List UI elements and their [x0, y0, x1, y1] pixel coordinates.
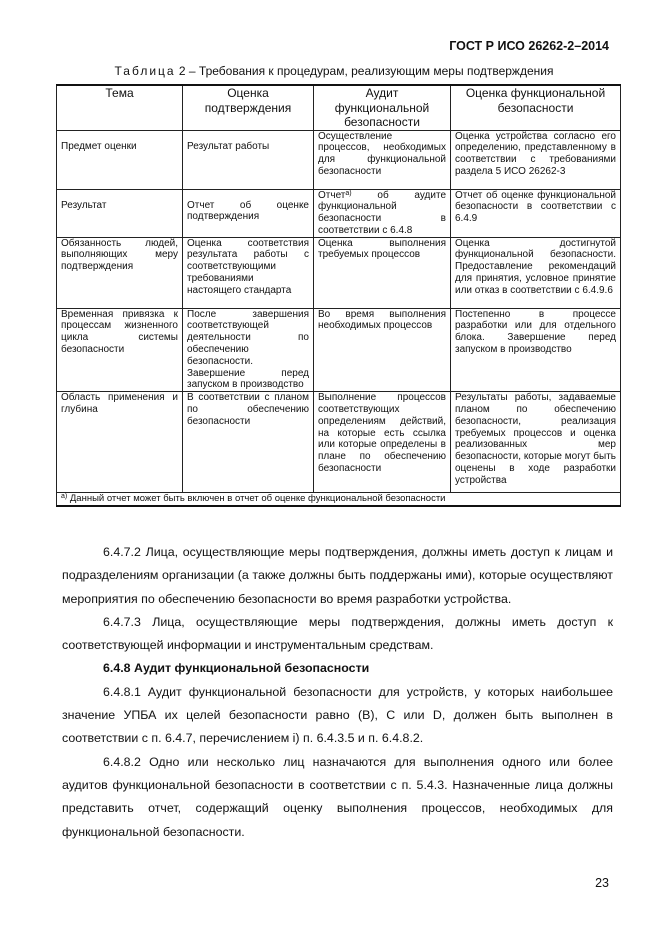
document-header: ГОСТ Р ИСО 26262-2–2014: [449, 39, 609, 53]
table-footnote: $^{а)}$ Данный отчет может быть включен в отчет об оценке функциональной безопасности: [57, 493, 621, 507]
table-cell: Область применения и глубина: [57, 392, 183, 493]
table-cell: Осуществление процессов, необходимых для функциональной безопасности: [314, 130, 451, 189]
table-row: [57, 189, 621, 237]
paragraph: 6.4.7.2 Лица, осуществляющие меры подтверждения, должны иметь доступ к лицам и подразделениям организации (а также должны быть поддержаны ими), которые осуществляют мероприятия по обеспечению безопасности во время разработки устройства.: [62, 545, 613, 606]
table-cell: Оценка соответствия результата работы с соответствующими требованиями настоящего стандарта: [183, 237, 314, 308]
table-cell: Отчет об оценке подтверждения: [183, 189, 314, 237]
footnote-marker: а): [61, 493, 68, 501]
table-caption-text: 2 – Требования к процедурам, реализующим меры подтверждения: [175, 64, 554, 78]
table-cell: Результат работы: [183, 130, 314, 189]
table-row: [57, 392, 621, 493]
header-safety-assessment: Оценка функциональной безопасности: [451, 85, 621, 130]
table-cell: Оценка устройства согласно его определению, представленному в соответствии с требованиями раздела 5 ИСО 26262-3: [451, 130, 621, 189]
table-cell: Во время выполнения необходимых процессов: [314, 308, 451, 392]
table-row: [57, 308, 621, 392]
requirements-table: [56, 84, 621, 507]
table-cell: Предмет оценки: [57, 130, 183, 189]
header-safety-audit: Аудит функциональной безопасности: [314, 85, 451, 130]
page-number: 23: [595, 876, 609, 890]
table-cell: Результат: [57, 189, 183, 237]
table-cell: Оценка выполнения требуемых процессов: [314, 237, 451, 308]
table-cell: Результаты работы, задаваемые планом по обеспечению безопасности, реализация требуемых процессов и оценка реализованных мер безопасности, которые могут быть оценены в ходе разработки устройства: [451, 392, 621, 493]
paragraph: 6.4.8.2 Одно или несколько лиц назначаются для выполнения одного или более аудитов функциональной безопасности в соответствии с п. 5.4.3. Назначенные лица должны представить отчет, содержащий оценку выполнения процессов, необходимых для функциональной безопасности.: [62, 754, 613, 839]
table-cell: В соответствии с планом по обеспечению безопасности: [183, 392, 314, 493]
paragraph: 6.4.7.3 Лица, осуществляющие меры подтверждения, должны иметь доступ к соответствующей информации и инструментальным средствам.: [62, 614, 613, 653]
header-topic: Тема: [57, 85, 183, 130]
footnote-marker: а): [345, 189, 352, 197]
table-row: [57, 237, 621, 308]
table-header-row: [57, 85, 621, 130]
table-footnote-row: [57, 493, 621, 507]
table-cell: Выполнение процессов соответствующих определениям действий, на которые есть ссылка или которые определены в плане по обеспечению безопасности: [314, 392, 451, 493]
table-cell: Временная привязка к процессам жизненного цикла системы безопасности: [57, 308, 183, 392]
section-heading: 6.4.8 Аудит функциональной безопасности: [103, 661, 370, 676]
table-cell: Постепенно в процессе разработки или для отдельного блока. Завершение перед запуском в производство: [451, 308, 621, 392]
header-confirmation-review: Оценка подтверждения: [183, 85, 314, 130]
body-text: [62, 541, 613, 844]
table-row: [57, 130, 621, 189]
table-caption-word: Таблица: [114, 64, 176, 78]
table-cell: Отчет об оценке функциональной безопасности в соответствии с 6.4.9: [451, 189, 621, 237]
table-cell: Обязанность людей, выполняющих меру подтверждения: [57, 237, 183, 308]
table-cell: Отчет$^{а)}$ об аудите функциональной безопасности в соответствии с 6.4.8: [314, 189, 451, 237]
table-cell: Оценка достигнутой функциональной безопасности. Предоставление рекомендаций для принятия, условное принятие или отказ в соответствии с 6.4.9.6: [451, 237, 621, 308]
table-cell: После завершения соответствующей деятельности по обеспечению безопасности. Завершение перед запуском в производство: [183, 308, 314, 392]
table-caption: [60, 64, 608, 78]
report-word: Отчет: [318, 189, 346, 201]
paragraph: 6.4.8.1 Аудит функциональной безопасности для устройств, у которых наибольшее значение УПБА их целей безопасности равно (B), C или D, должен быть выполнен в соответствии с п. 6.4.7, перечислением i) п. 6.4.3.5 и п. 6.4.8.2.: [62, 684, 613, 746]
